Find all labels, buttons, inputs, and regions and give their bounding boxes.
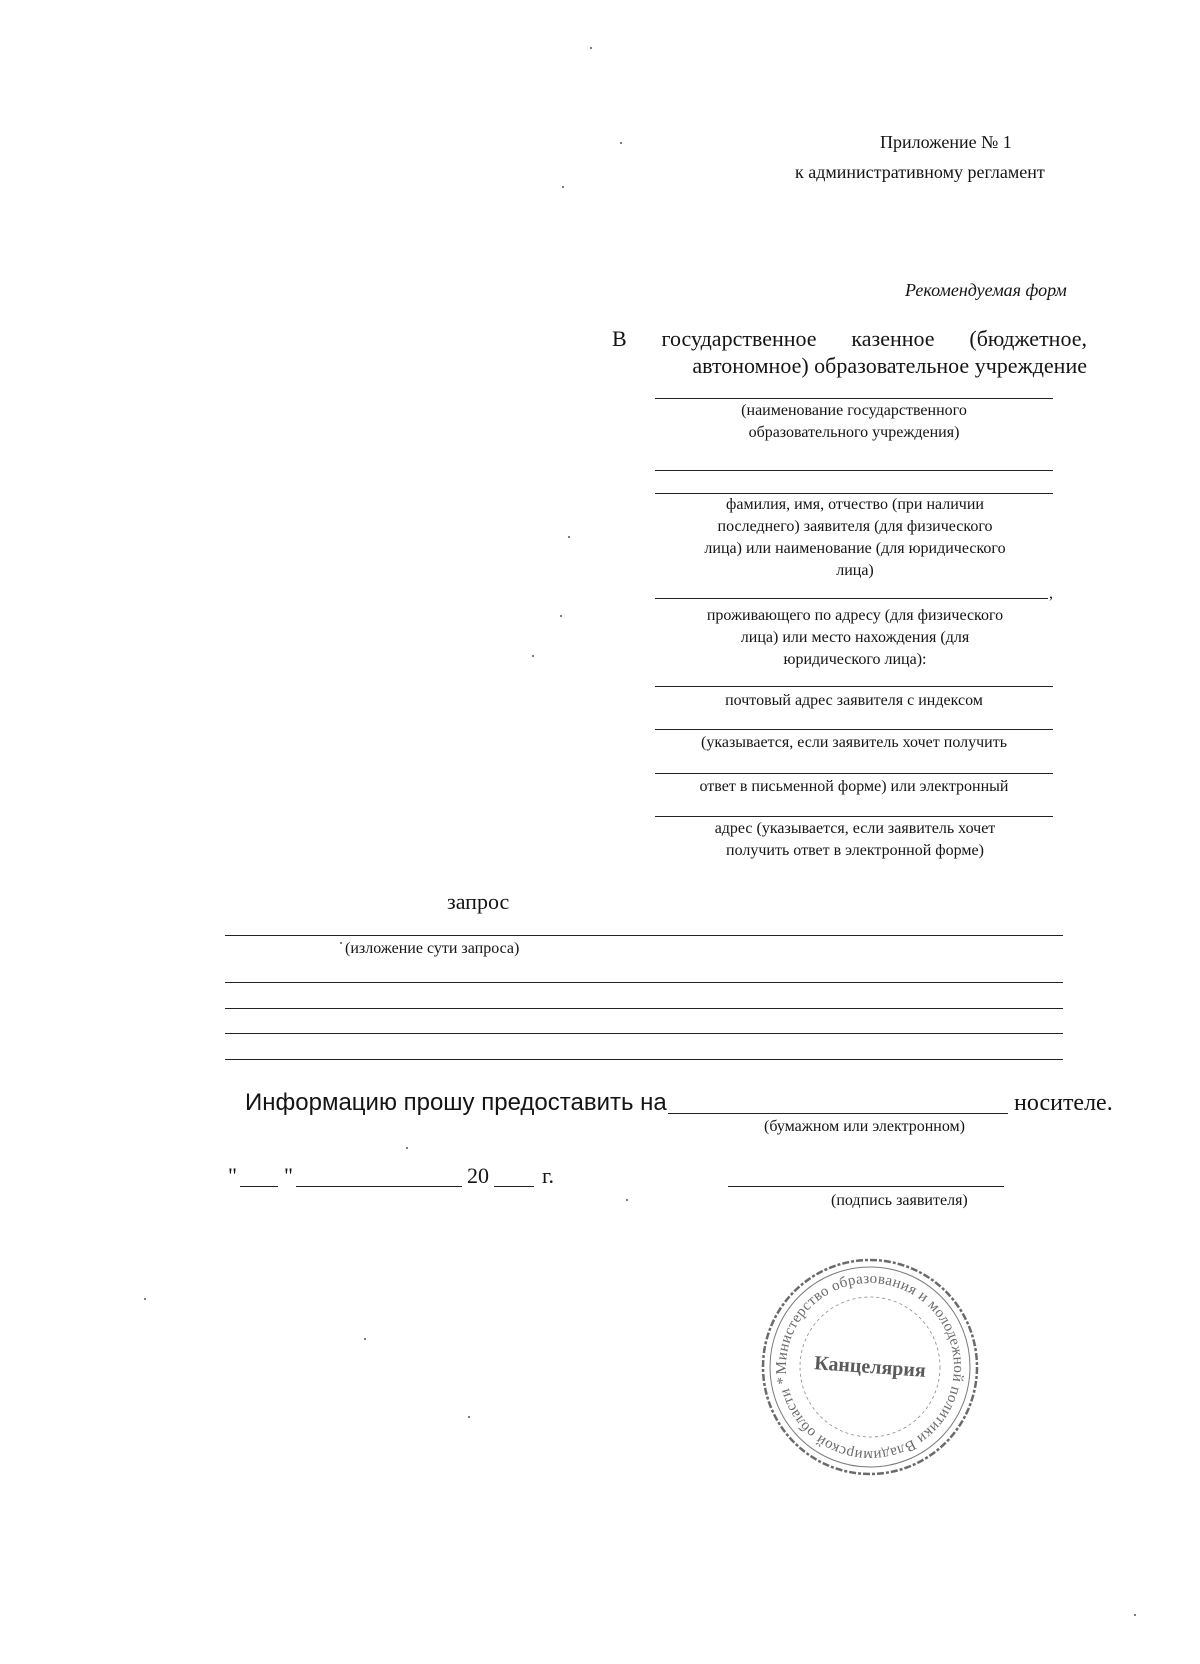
scan-speck (620, 142, 622, 144)
email-address-line[interactable] (655, 816, 1053, 817)
institution-hint: (наименование государственного образовательного учреждения) (741, 402, 967, 441)
institution-name-line-2[interactable] (655, 470, 1053, 471)
written-reply-line[interactable] (655, 729, 1053, 730)
postal-address-line[interactable] (655, 686, 1053, 687)
scan-speck (468, 1416, 470, 1418)
delivery-medium-line[interactable] (668, 1113, 1008, 1114)
applicant-address-line[interactable] (655, 598, 1048, 599)
written-reply-hint: (указывается, если заявитель хочет получить (701, 734, 1007, 751)
scan-speck (560, 615, 562, 617)
stamp-center-text: Канцелярия (813, 1352, 927, 1382)
signature-line[interactable] (728, 1186, 1004, 1187)
written-form-hint: ответ в письменной форме) или электронный (699, 778, 1009, 795)
delivery-text: Информацию прошу предоставить на (245, 1089, 667, 1116)
scan-speck (406, 1147, 408, 1149)
appendix-number: Приложение № 1 (880, 132, 1012, 152)
scan-speck (590, 47, 592, 49)
scan-speck (340, 942, 342, 944)
date-quote-close: " (284, 1163, 293, 1188)
written-form-line[interactable] (655, 773, 1053, 774)
date-year-suffix: г. (542, 1163, 555, 1188)
recommended-form-label: Рекомендуемая форм (905, 280, 1067, 300)
scan-speck (568, 536, 570, 538)
postal-address-hint: почтовый адрес заявителя с индексом (725, 692, 983, 709)
date-quote-open: " (228, 1163, 237, 1188)
institution-name-line[interactable] (655, 398, 1053, 399)
date-month-line[interactable] (296, 1186, 462, 1187)
request-essence-hint: (изложение сути запроса) (345, 940, 520, 957)
date-year-prefix: 20 (467, 1163, 489, 1188)
stamp-ring-text: Министерство образования и молодежной политики Владимирской области * (773, 1270, 967, 1464)
address-comma: , (1049, 585, 1053, 602)
request-title: запрос (447, 889, 510, 914)
office-stamp (758, 1255, 982, 1479)
scan-speck (626, 1199, 628, 1201)
request-line-1[interactable] (225, 935, 1063, 936)
scan-speck (532, 655, 534, 657)
email-hint: адрес (указывается, если заявитель хочет получить ответ в электронной форме) (714, 820, 996, 859)
scan-speck (1134, 1614, 1136, 1616)
scan-speck (364, 1338, 366, 1340)
signature-hint: (подпись заявителя) (831, 1192, 968, 1209)
date-year-line[interactable] (494, 1186, 534, 1187)
request-line-3[interactable] (225, 1008, 1063, 1009)
request-line-4[interactable] (225, 1033, 1063, 1034)
scan-speck (144, 1298, 146, 1300)
recipient-line-1: В государственное казенное (бюджетное, (612, 326, 1087, 351)
address-hint: проживающего по адресу (для физического лица) или место нахождения (для юридического лица): (706, 607, 1004, 668)
applicant-hint: фамилия, имя, отчество (при наличии последнего) заявителя (для физического лица) или наименование (для юридического лица) (704, 496, 1006, 579)
scan-speck (562, 186, 564, 188)
recipient-line-2: автономное) образовательное учреждение (692, 353, 1087, 378)
regulation-reference: к административному регламент (795, 162, 1045, 182)
request-line-2[interactable] (225, 982, 1063, 983)
request-line-5[interactable] (225, 1059, 1063, 1060)
medium-hint: (бумажном или электронном) (764, 1118, 965, 1135)
date-day-line[interactable] (240, 1186, 278, 1187)
delivery-suffix: носителе. (1014, 1090, 1113, 1116)
